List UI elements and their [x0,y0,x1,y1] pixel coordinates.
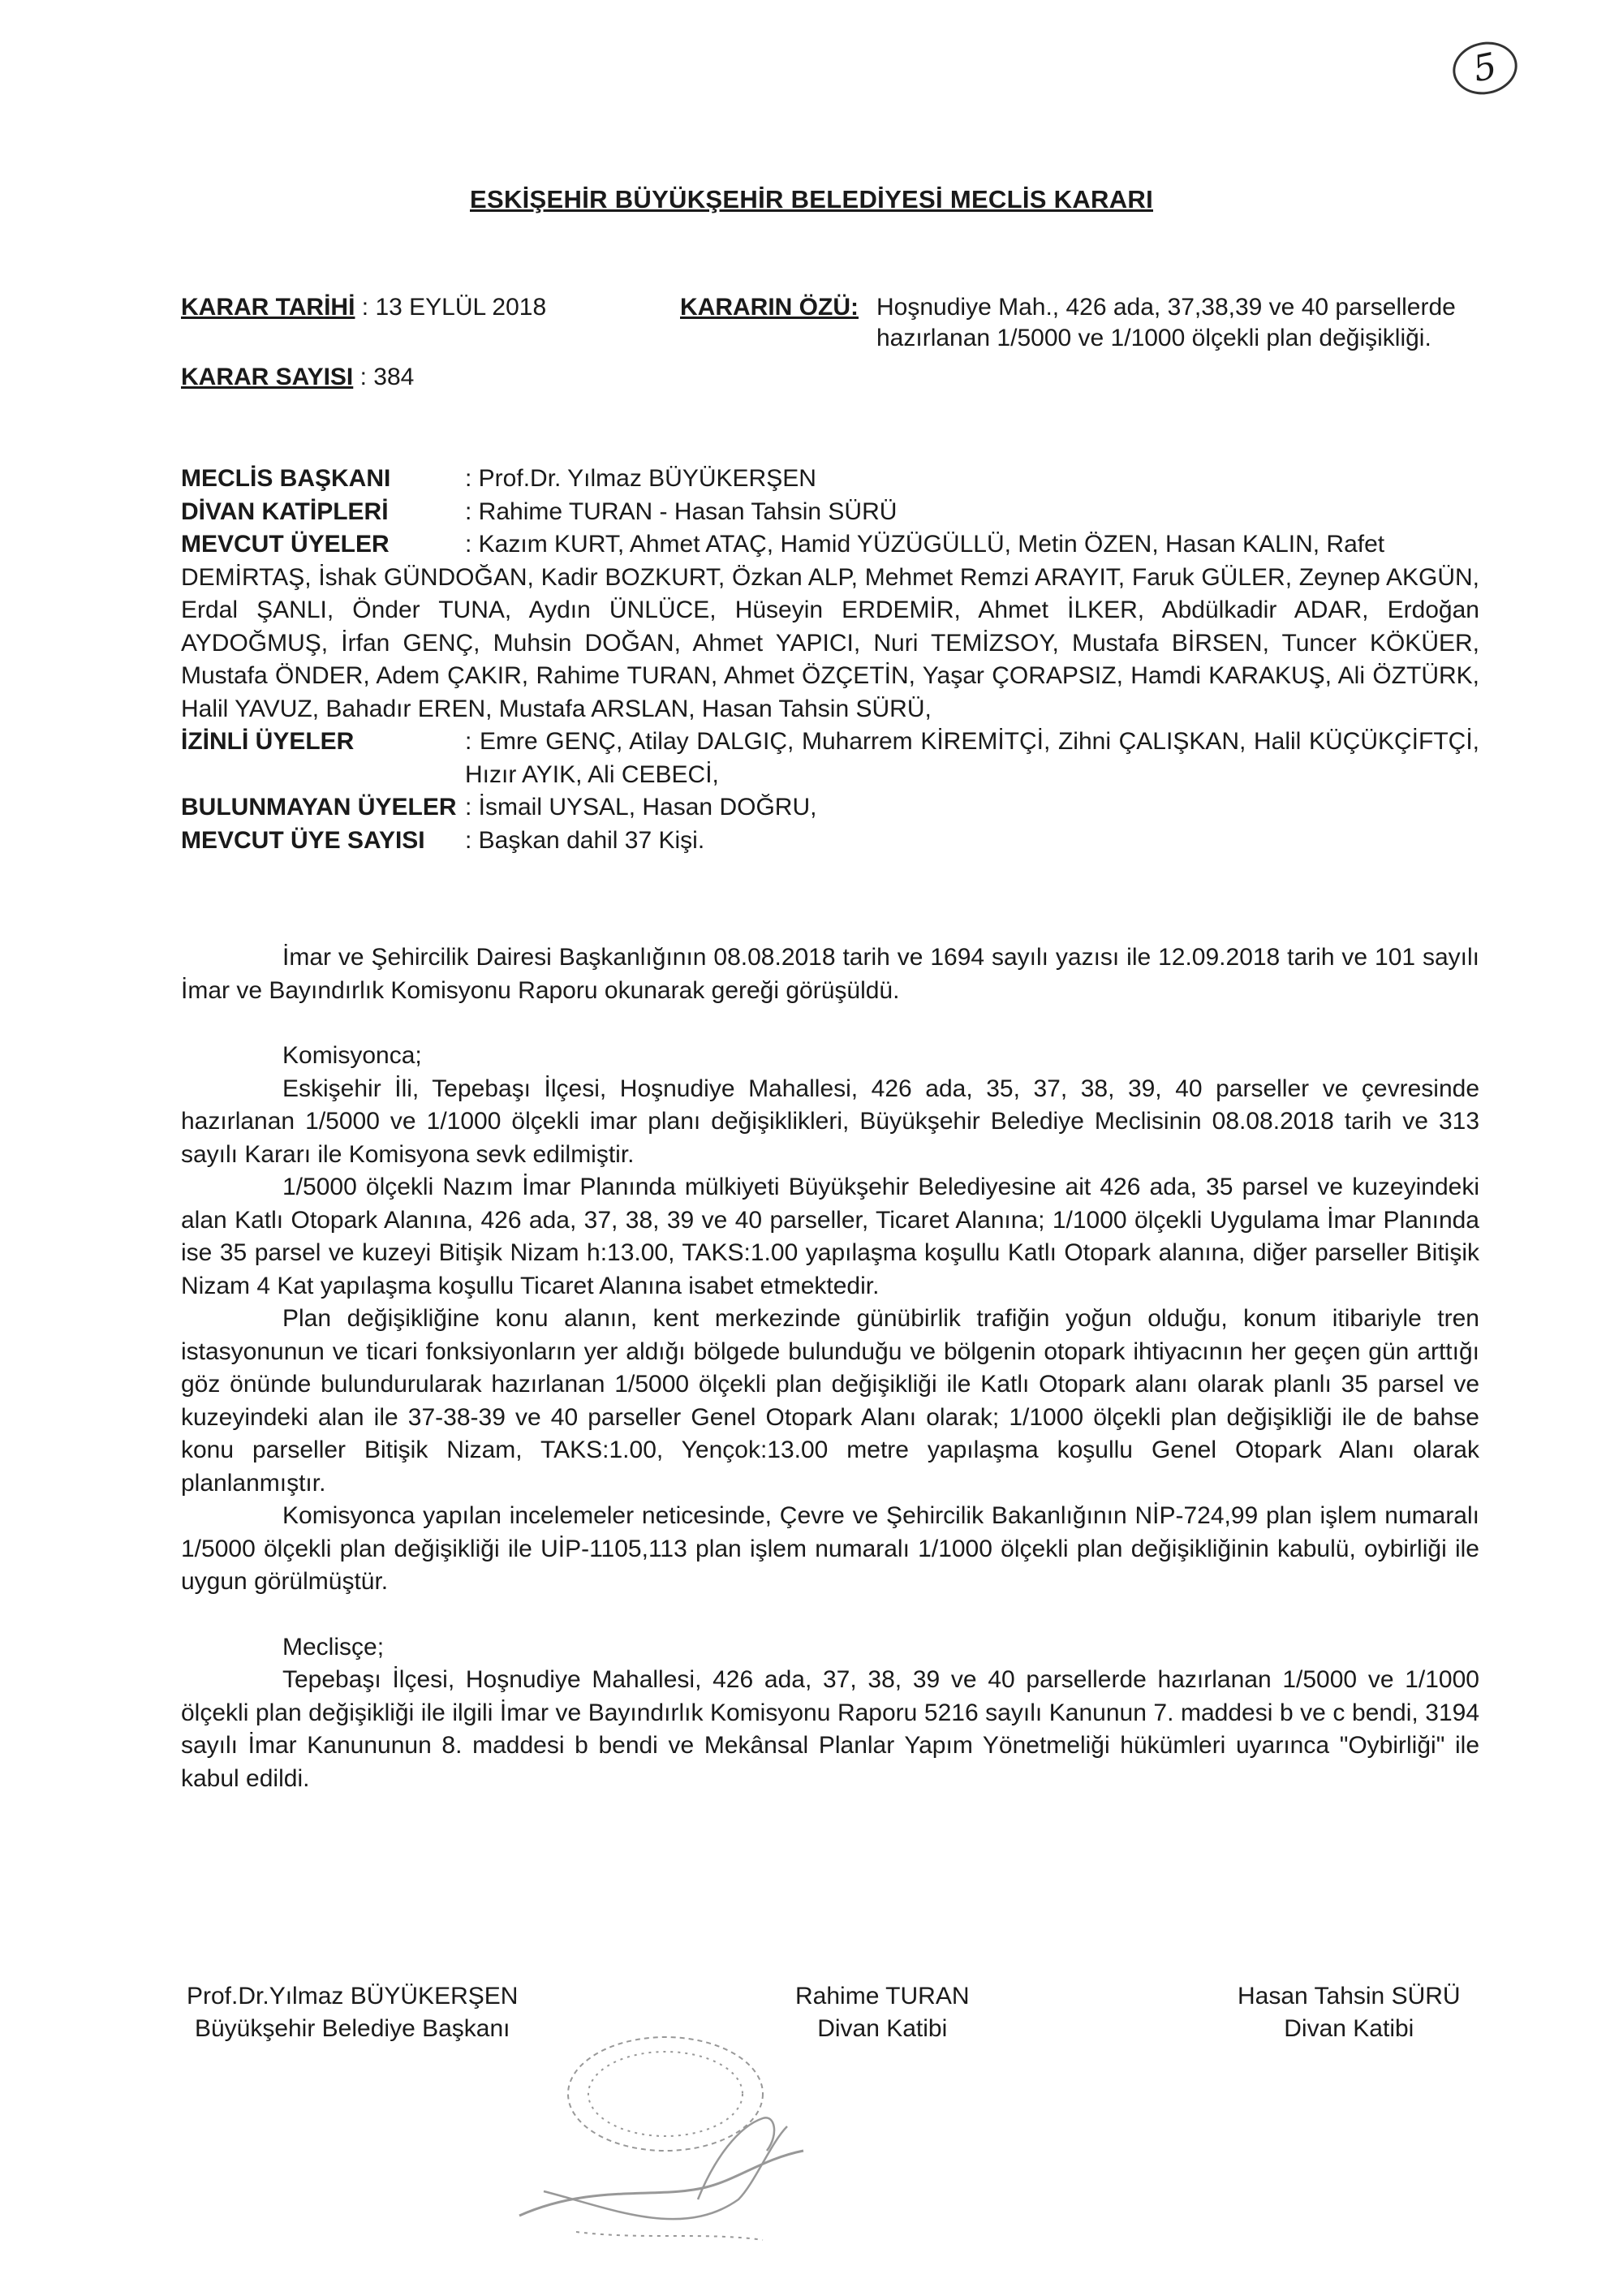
body-paragraph-5: Komisyonca yapılan incelemeler neticesinde, Çevre ve Şehircilik Bakanlığının NİP-724,99 plan işlem numaralı 1/5000 ölçekli plan değişikliği ile UİP-1105,113 plan işlem numaralı 1/1000 ölçekli plan değişikliğinin kabulü, oybirliği ile uygun görülmüştür. [181,1502,1479,1595]
mevcut-uye-sayisi-row [181,825,1479,858]
karar-tarihi-value: : 13 EYLÜL 2018 [361,294,547,321]
signature-katip-1 [795,1980,970,2045]
body-paragraph-1: İmar ve Şehircilik Dairesi Başkanlığının 08.08.2018 tarih ve 1694 sayılı yazısı ile 12.09.2018 tarih ve 101 sayılı İmar ve Bayındırlık Komisyonu Raporu okunarak gereği görüşüldü. [181,944,1479,1004]
signature-katip-2-title: Divan Katibi [1284,2015,1414,2042]
izinli-uyeler-row [181,726,1479,791]
mevcut-uyeler-rest: DEMİRTAŞ, İshak GÜNDOĞAN, Kadir BOZKURT, Özkan ALP, Mehmet Remzi ARAYIT, Faruk GÜLER, Zeynep AKGÜN, Erdal ŞANLI, Önder TUNA, Aydın ÜNLÜCE, Hüseyin ERDEMİR, Ahmet İLKER, Abdülkadir ADAR, Erdoğan AYDOĞMUŞ, İrfan GENÇ, Muhsin DOĞAN, Ahmet YAPICI, Nuri TEMİZSOY, Mustafa BİRSEN, Tuncer KÖKÜER, Mustafa ÖNDER, Adem ÇAKIR, Rahime TURAN, Ahmet ÖZÇETİN, Yaşar ÇORAPSIZ, Hamdi KARAKUŞ, Ali ÖZTÜRK, Halil YAVUZ, Bahadır EREN, Mustafa ARSLAN, Hasan Tahsin SÜRÜ, [181,563,1479,722]
decision-body [181,941,1479,1795]
signature-baskan-title: Büyükşehir Belediye Başkanı [194,2015,510,2042]
karar-tarihi [181,292,546,323]
meclis-baskani-label: MECLİS BAŞKANI [181,465,391,492]
kararin-ozu-label-text: KARARIN ÖZÜ: [680,294,859,321]
mevcut-uyeler-label: MEVCUT ÜYELER [181,531,390,558]
karar-sayisi-value: : 384 [359,364,415,390]
mevcut-uyeler-first: : Kazım KURT, Ahmet ATAÇ, Hamid YÜZÜGÜLLÜ, Metin ÖZEN, Hasan KALIN, Rafet [465,531,1385,558]
divan-katipleri-row [181,496,1479,529]
kararin-ozu-line2: hazırlanan 1/5000 ve 1/1000 ölçekli plan değişikliği. [876,325,1431,351]
body-paragraph-4: Plan değişikliğine konu alanın, kent merkezinde günübirlik trafiğin yoğun olduğu, konum itibariyle tren istasyonunun ve ticari fonksiyonların yer aldığı bölgede bulunduğu ve bölgenin otopark ihtiyacının her geçen gün arttığı göz önünde bulundurularak hazırlanan 1/5000 ölçekli plan değişikliği ile Katlı Otopark alanı olarak planlı 35 parsel ve kuzeyindeki alan ile 37-38-39 ve 40 parseller Genel Otopark Alanı olarak; 1/1000 ölçekli plan değişikliği ile de bahse konu parseller Bitişik Nizam, TAKS:1.00, Yençok:13.00 metre yapılaşma koşullu Genel Otopark Alanı olarak planlanmıştır. [181,1305,1479,1497]
members-block [181,463,1479,857]
signature-baskan-name: Prof.Dr.Yılmaz BÜYÜKERŞEN [187,1983,519,2010]
signature-katip-2-name: Hasan Tahsin SÜRÜ [1238,1983,1461,2010]
mevcut-uye-sayisi-value: : Başkan dahil 37 Kişi. [465,826,705,854]
body-paragraph-6: Tepebaşı İlçesi, Hoşnudiye Mahallesi, 426 ada, 37, 38, 39 ve 40 parsellerde hazırlanan 1/5000 ve 1/1000 ölçekli plan değişikliği ile ilgili İmar ve Bayındırlık Komisyonu Raporu 5216 sayılı Kanunun 7. maddesi b ve c bendi, 3194 sayılı İmar Kanununun 8. maddesi b bendi ve Mekânsal Planlar Yapım Yönetmeliği hükümleri uyarınca "Oybirliği" ile kabul edildi. [181,1666,1479,1792]
body-paragraph-3: 1/5000 ölçekli Nazım İmar Planında mülkiyeti Büyükşehir Belediyesine ait 426 ada, 35 parsel ve kuzeyindeki alan Katlı Otopark Alanına, 426 ada, 37, 38, 39 ve 40 parseller, Ticaret Alanına; 1/1000 ölçekli Uygulama İmar Planında ise 35 parsel ve kuzeyi Bitişik Nizam h:13.00, TAKS:1.00 yapılaşma koşullu Katlı Otopark alanına, diğer parseller Bitişik Nizam 4 Kat yapılaşma koşullu Ticaret Alanına isabet etmektedir. [181,1174,1479,1299]
mevcut-uyeler-row [181,528,1479,562]
mevcut-uye-sayisi-label: MEVCUT ÜYE SAYISI [181,826,425,854]
meclisce-heading: Meclisçe; [282,1633,385,1661]
bulunmayan-uyeler-label: BULUNMAYAN ÜYELER [181,794,457,821]
signature-baskan [187,1980,518,2045]
kararin-ozu-line1: Hoşnudiye Mah., 426 ada, 37,38,39 ve 40 parsellerde [876,294,1456,321]
izinli-uyeler-value: : Emre GENÇ, Atilay DALGIÇ, Muharrem KİREMİTÇİ, Zihni ÇALIŞKAN, Halil KÜÇÜKÇİFTÇİ, Hızır AYIK, Ali CEBECİ, [465,728,1479,788]
karar-sayisi-label: KARAR SAYISI [181,364,354,390]
bulunmayan-uyeler-row [181,791,1479,825]
komisyonca-heading: Komisyonca; [282,1042,422,1069]
page-number: 5 [1448,36,1522,100]
body-paragraph-2: Eskişehir İli, Tepebaşı İlçesi, Hoşnudiye Mahallesi, 426 ada, 35, 37, 38, 39, 40 parseller ve çevresinde hazırlanan 1/5000 ve 1/1000 ölçekli imar planı değişiklikleri, Büyükşehir Belediye Meclisinin 08.08.2018 tarih ve 313 sayılı Kararı ile Komisyona sevk edilmiştir. [181,1075,1479,1168]
divan-katipleri-label: DİVAN KATİPLERİ [181,498,389,525]
bulunmayan-uyeler-value: : İsmail UYSAL, Hasan DOĞRU, [465,794,817,821]
document-title: ESKİŞEHİR BÜYÜKŞEHİR BELEDİYESİ MECLİS KARARI [470,185,1153,213]
kararin-ozu-label [680,292,859,323]
signature-katip-1-title: Divan Katibi [817,2015,948,2042]
signature-katip-1-name: Rahime TURAN [795,1983,970,2010]
karar-tarihi-label: KARAR TARİHİ [181,294,355,321]
official-stamp-signature [495,1997,836,2289]
divan-katipleri-value: : Rahime TURAN - Hasan Tahsin SÜRÜ [465,498,898,525]
signature-katip-2 [1238,1980,1461,2045]
izinli-uyeler-label: İZİNLİ ÜYELER [181,728,355,755]
kararin-ozu-text [876,292,1493,354]
karar-sayisi [181,362,414,393]
meclis-baskani-value: : Prof.Dr. Yılmaz BÜYÜKERŞEN [465,465,816,492]
meclis-baskani-row [181,463,1479,496]
